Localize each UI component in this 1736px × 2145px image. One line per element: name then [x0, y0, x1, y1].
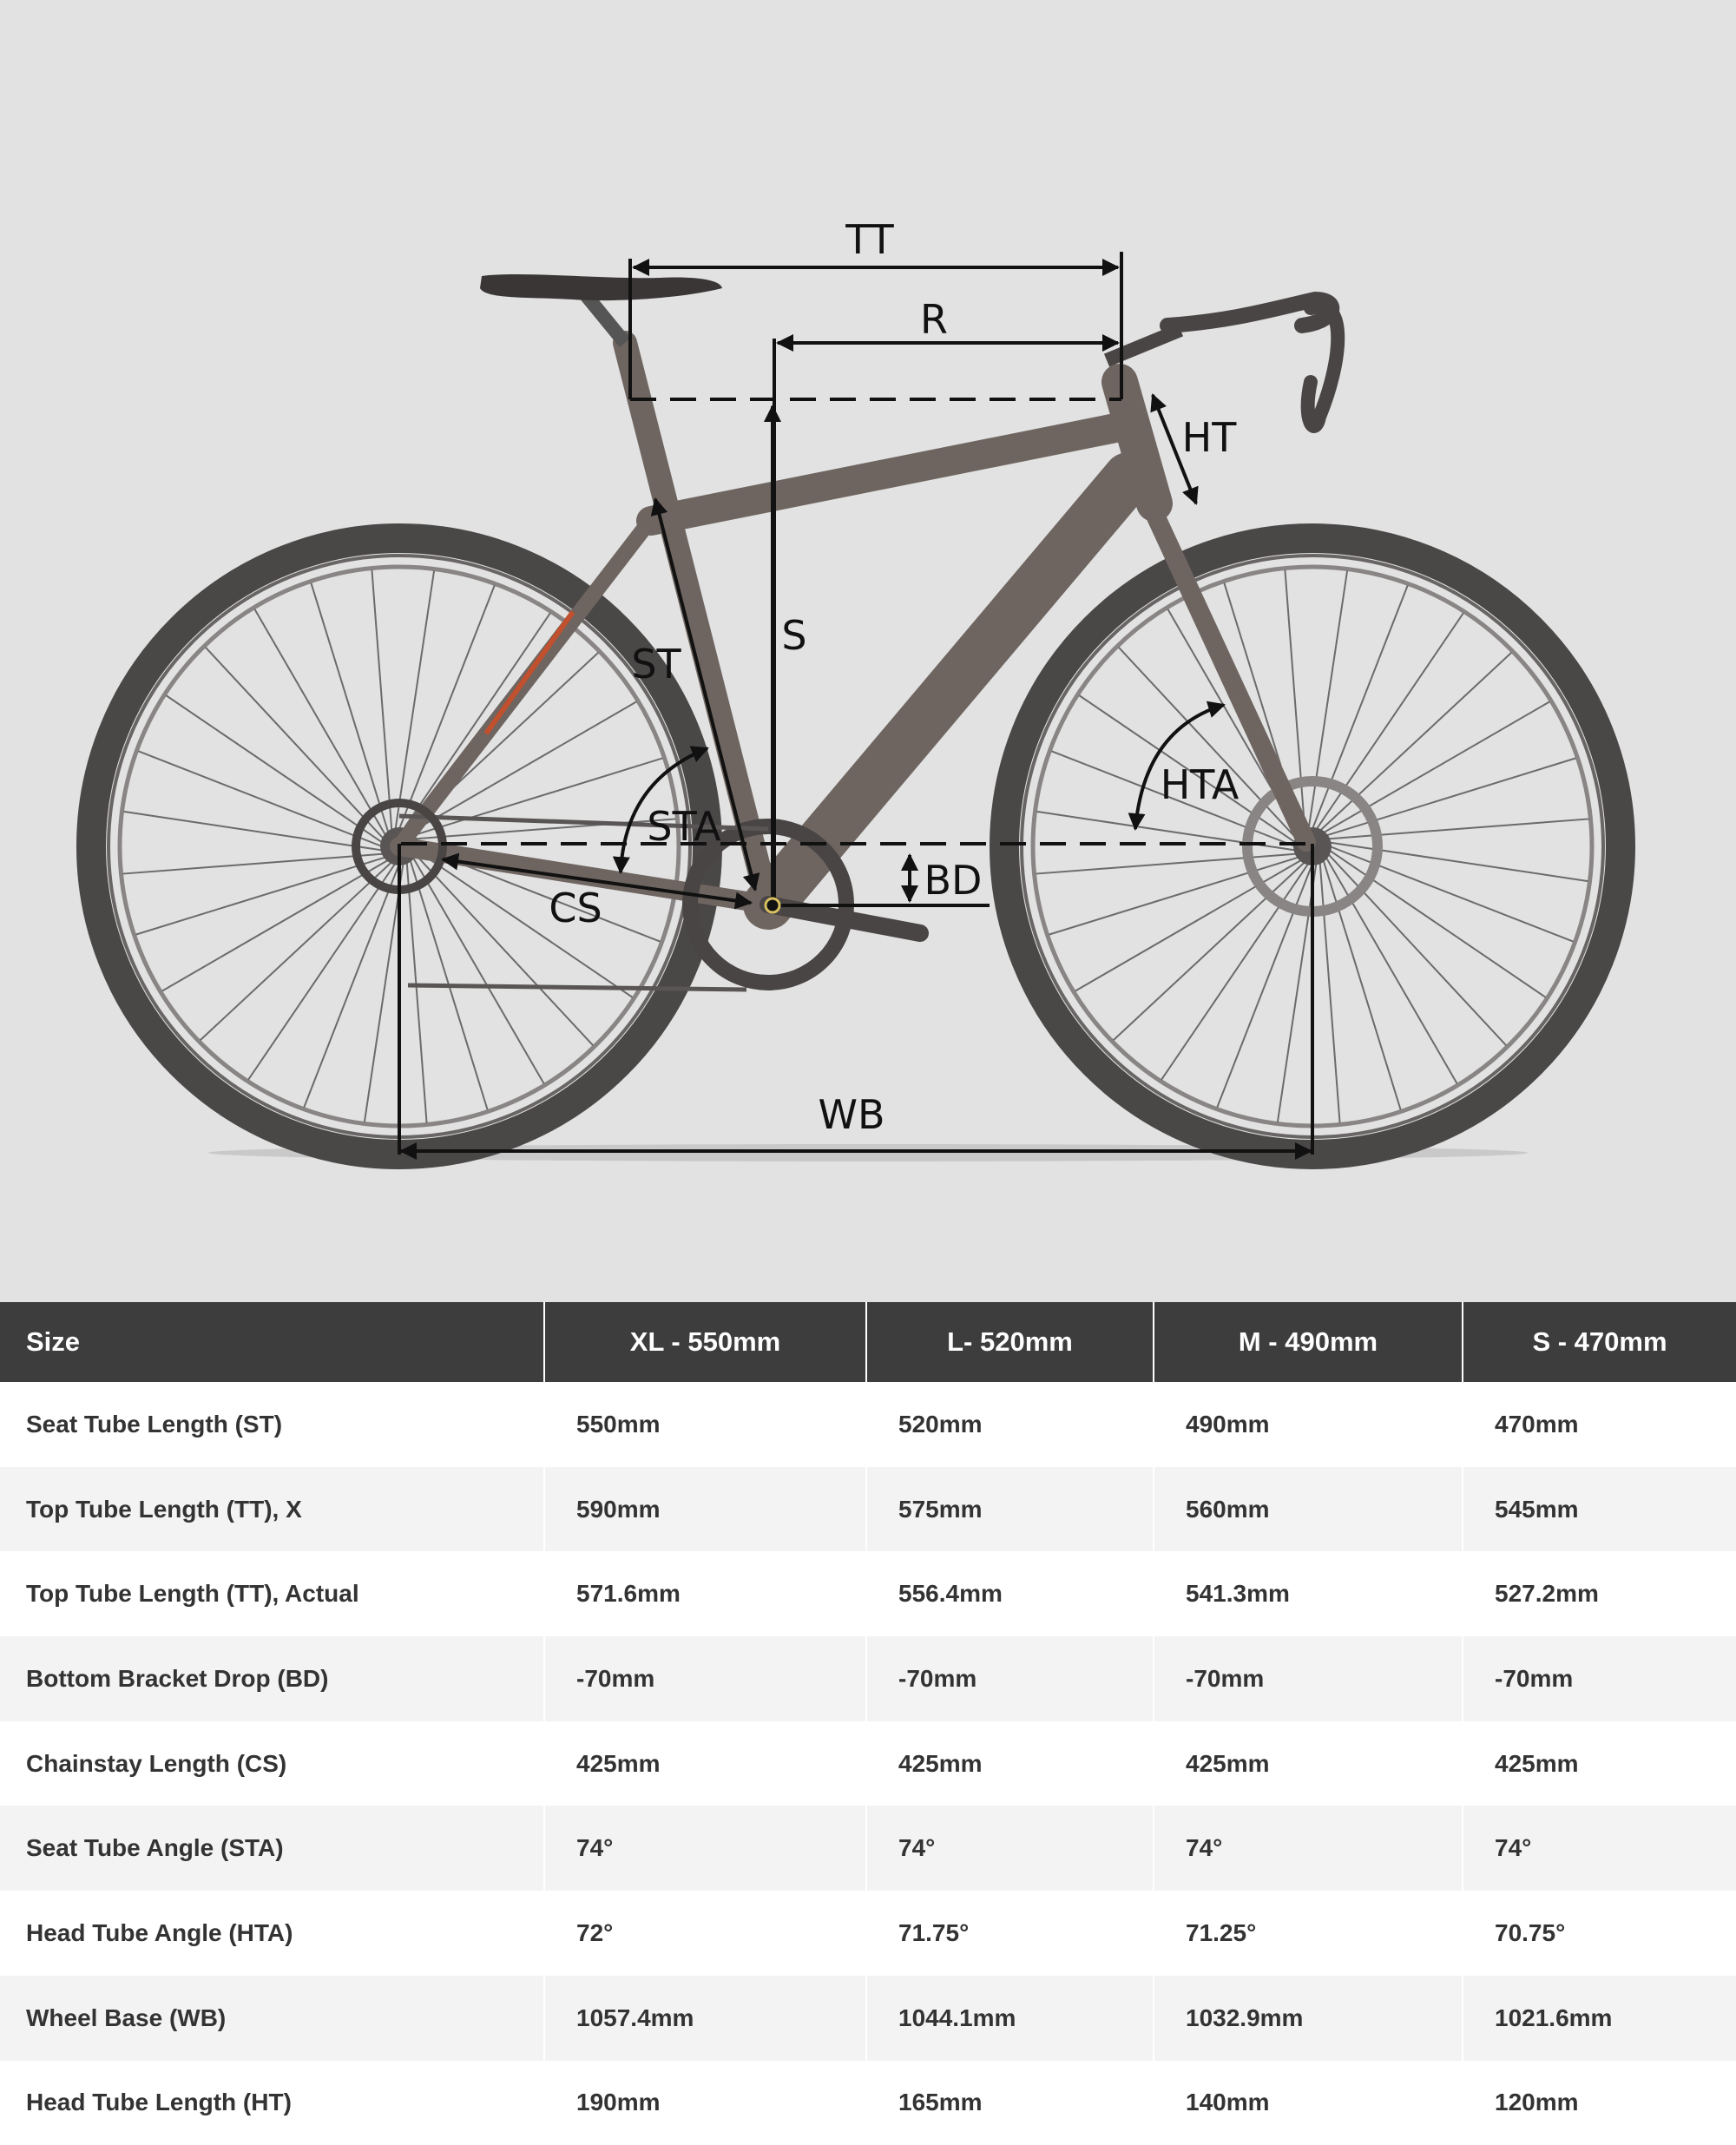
row-label: Bottom Bracket Drop (BD)	[0, 1636, 544, 1721]
row-label: Head Tube Length (HT)	[0, 2061, 544, 2145]
cell-l: 556.4mm	[866, 1551, 1154, 1636]
wheel-spoke	[1326, 758, 1576, 835]
cell-s: -70mm	[1463, 1636, 1736, 1721]
cell-m: 140mm	[1154, 2061, 1463, 2145]
cell-s: 74°	[1463, 1806, 1736, 1891]
wheel-spoke	[1329, 850, 1545, 997]
table-row	[0, 1467, 1736, 1552]
cell-l: 71.75°	[866, 1891, 1154, 1976]
cell-xl: 571.6mm	[544, 1551, 866, 1636]
label-hta: HTA	[1161, 761, 1240, 808]
table-header-row	[0, 1302, 1736, 1382]
cell-l: 74°	[866, 1806, 1154, 1891]
wheel-spoke	[248, 863, 395, 1079]
row-label: Seat Tube Length (ST)	[0, 1382, 544, 1467]
table-row	[0, 1636, 1736, 1721]
chain-bottom	[408, 985, 746, 990]
table-row	[0, 1806, 1736, 1891]
header-s: S - 470mm	[1463, 1302, 1736, 1382]
table-row	[0, 1382, 1736, 1467]
cell-m: -70mm	[1154, 1636, 1463, 1721]
label-sta: STA	[647, 803, 721, 850]
cell-l: 575mm	[866, 1467, 1154, 1552]
label-tt: TT	[845, 216, 894, 263]
cell-xl: 72°	[544, 1891, 866, 1976]
cell-xl: 1057.4mm	[544, 1976, 866, 2061]
cell-xl: -70mm	[544, 1636, 866, 1721]
row-label: Seat Tube Angle (STA)	[0, 1806, 544, 1891]
cell-xl: 190mm	[544, 2061, 866, 2145]
cell-m: 560mm	[1154, 1467, 1463, 1552]
cell-s: 70.75°	[1463, 1891, 1736, 1976]
cell-s: 545mm	[1463, 1467, 1736, 1552]
stem	[1107, 330, 1180, 360]
wheel-spoke	[1320, 653, 1512, 831]
wheel-spoke	[201, 862, 392, 1040]
wheel-spoke	[1114, 862, 1305, 1040]
cell-xl: 590mm	[544, 1467, 866, 1552]
wheel-spoke	[403, 613, 549, 829]
cell-l: 1044.1mm	[866, 1976, 1154, 2061]
cell-m: 541.3mm	[1154, 1551, 1463, 1636]
row-label: Wheel Base (WB)	[0, 1976, 544, 2061]
table-row	[0, 1721, 1736, 1806]
cell-xl: 74°	[544, 1806, 866, 1891]
label-wb: WB	[818, 1091, 884, 1138]
cell-s: 425mm	[1463, 1721, 1736, 1806]
header-xl: XL - 550mm	[544, 1302, 866, 1382]
wheel-spoke	[415, 854, 593, 1046]
table-row	[0, 1976, 1736, 2061]
label-r: R	[920, 296, 948, 343]
geometry-table	[0, 1302, 1736, 2145]
label-bd: BD	[924, 857, 983, 904]
cell-l: 520mm	[866, 1382, 1154, 1467]
table-row	[0, 2061, 1736, 2145]
cell-m: 71.25°	[1154, 1891, 1463, 1976]
saddle	[480, 274, 722, 300]
dimension-lines	[399, 252, 1312, 1155]
cell-s: 527.2mm	[1463, 1551, 1736, 1636]
cell-xl: 425mm	[544, 1721, 866, 1806]
row-label: Chainstay Length (CS)	[0, 1721, 544, 1806]
wheel-spoke	[136, 857, 386, 934]
wheel-spoke	[1049, 857, 1299, 934]
header-m: M - 490mm	[1154, 1302, 1463, 1382]
row-label: Top Tube Length (TT), X	[0, 1467, 544, 1552]
label-cs: CS	[549, 885, 602, 931]
row-label: Head Tube Angle (HTA)	[0, 1891, 544, 1976]
cell-xl: 550mm	[544, 1382, 866, 1467]
wheel-spoke	[206, 648, 384, 839]
seatpost	[586, 295, 625, 343]
table-row	[0, 1891, 1736, 1976]
label-st: ST	[631, 641, 681, 688]
wheel-spoke	[166, 695, 382, 842]
wheel-spoke	[311, 583, 388, 833]
cell-l: 165mm	[866, 2061, 1154, 2145]
cell-m: 490mm	[1154, 1382, 1463, 1467]
header-l: L- 520mm	[866, 1302, 1154, 1382]
label-s: S	[781, 612, 806, 659]
frame-accent	[486, 612, 573, 734]
wheel-spoke	[1328, 854, 1506, 1046]
cell-m: 425mm	[1154, 1721, 1463, 1806]
cell-s: 470mm	[1463, 1382, 1736, 1467]
table-row	[0, 1551, 1736, 1636]
bottom-bracket-dot	[766, 898, 779, 912]
wheel-spoke	[1323, 860, 1400, 1110]
cell-s: 120mm	[1463, 2061, 1736, 2145]
cell-m: 74°	[1154, 1806, 1463, 1891]
cell-l: -70mm	[866, 1636, 1154, 1721]
wheel-spoke	[1161, 863, 1308, 1079]
cell-l: 425mm	[866, 1721, 1154, 1806]
label-ht: HT	[1182, 414, 1238, 461]
cell-s: 1021.6mm	[1463, 1976, 1736, 2061]
header-size: Size	[0, 1302, 544, 1382]
wheel-spoke	[1316, 613, 1463, 829]
cell-m: 1032.9mm	[1154, 1976, 1463, 2061]
row-label: Top Tube Length (TT), Actual	[0, 1551, 544, 1636]
